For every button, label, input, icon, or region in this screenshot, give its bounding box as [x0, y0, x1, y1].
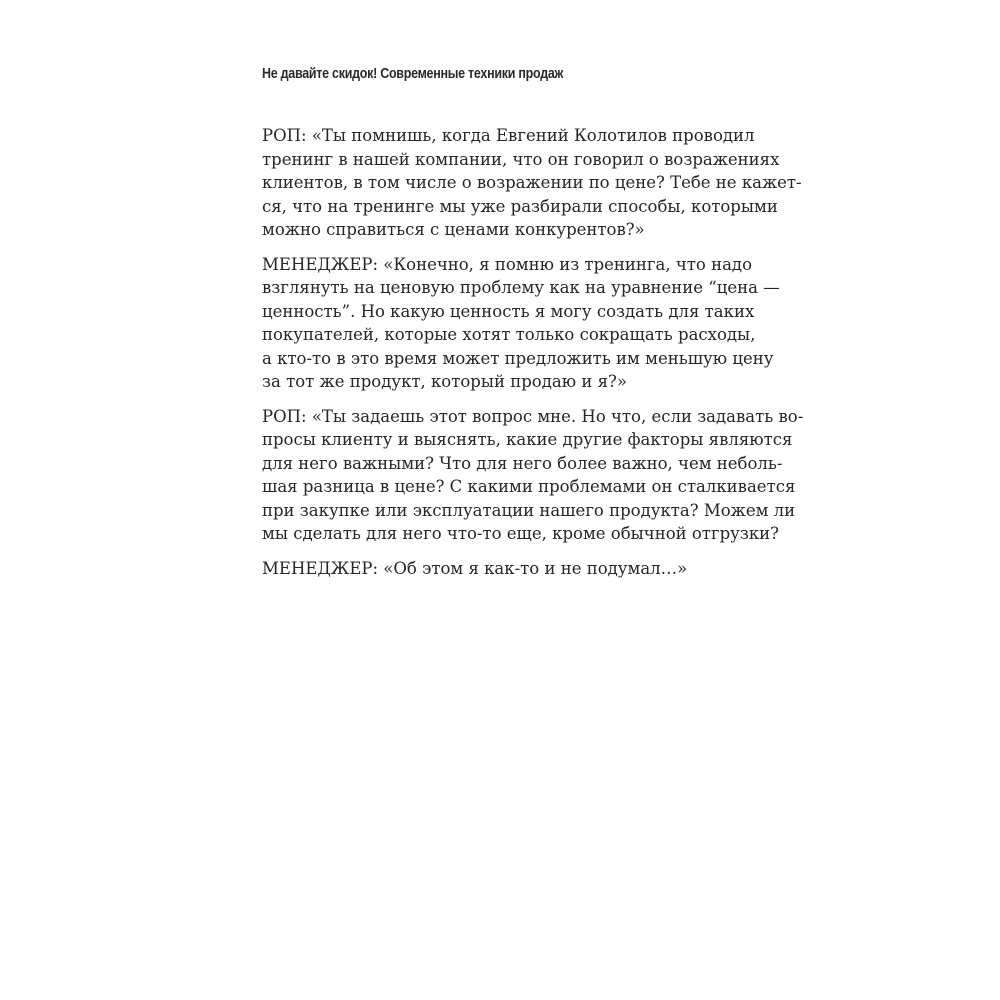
text-line: ся, что на тренинге мы уже разбирали способы, которыми: [262, 196, 778, 216]
text-line: а кто-то в это время может предложить им меньшую цену: [262, 348, 774, 368]
text-line: РОП: «Ты помнишь, когда Евгений Колотилов проводил: [262, 126, 755, 145]
text-line: покупателей, которые хотят только сокращать расходы,: [262, 325, 756, 344]
text-line: для него важными? Что для него более важно, чем неболь-: [262, 453, 783, 473]
running-header: Не давайте скидок! Современные техники продаж: [262, 66, 564, 82]
text-line: можно справиться с ценами конкурентов?»: [262, 220, 645, 239]
text-line: тренинг в нашей компании, что он говорил о возражениях: [262, 149, 780, 169]
text-line: РОП: «Ты задаешь этот вопрос мне. Но что, если задавать во-: [262, 406, 804, 426]
paragraph-manager-1: [262, 253, 780, 394]
text-line: МЕНЕДЖЕР: «Конечно, я помню из тренинга, что надо: [262, 254, 752, 274]
text-line: просы клиенту и выяснять, какие другие факторы являются: [262, 430, 793, 449]
text-line: клиентов, в том числе о возражении по цене? Тебе не кажет-: [262, 173, 802, 192]
text-line: шая разница в цене? С какими проблемами он сталкивается: [262, 477, 796, 496]
text-line: ценность”. Но какую ценность я могу создать для таких: [262, 301, 755, 321]
body-text: [262, 124, 804, 591]
paragraph-rop-1: [262, 124, 802, 242]
text-line: взглянуть на ценовую проблему как на уравнение “цена —: [262, 278, 780, 297]
text-line: МЕНЕДЖЕР: «Об этом я как-то и не подумал…»: [262, 558, 688, 578]
text-line: мы сделать для него что-то еще, кроме обычной отгрузки?: [262, 524, 780, 543]
paragraph-manager-2: [262, 557, 750, 581]
text-line: за тот же продукт, который продаю и я?»: [262, 372, 627, 391]
text-line: при закупке или эксплуатации нашего продукта? Можем ли: [262, 500, 796, 520]
paragraph-rop-2: [262, 405, 804, 546]
